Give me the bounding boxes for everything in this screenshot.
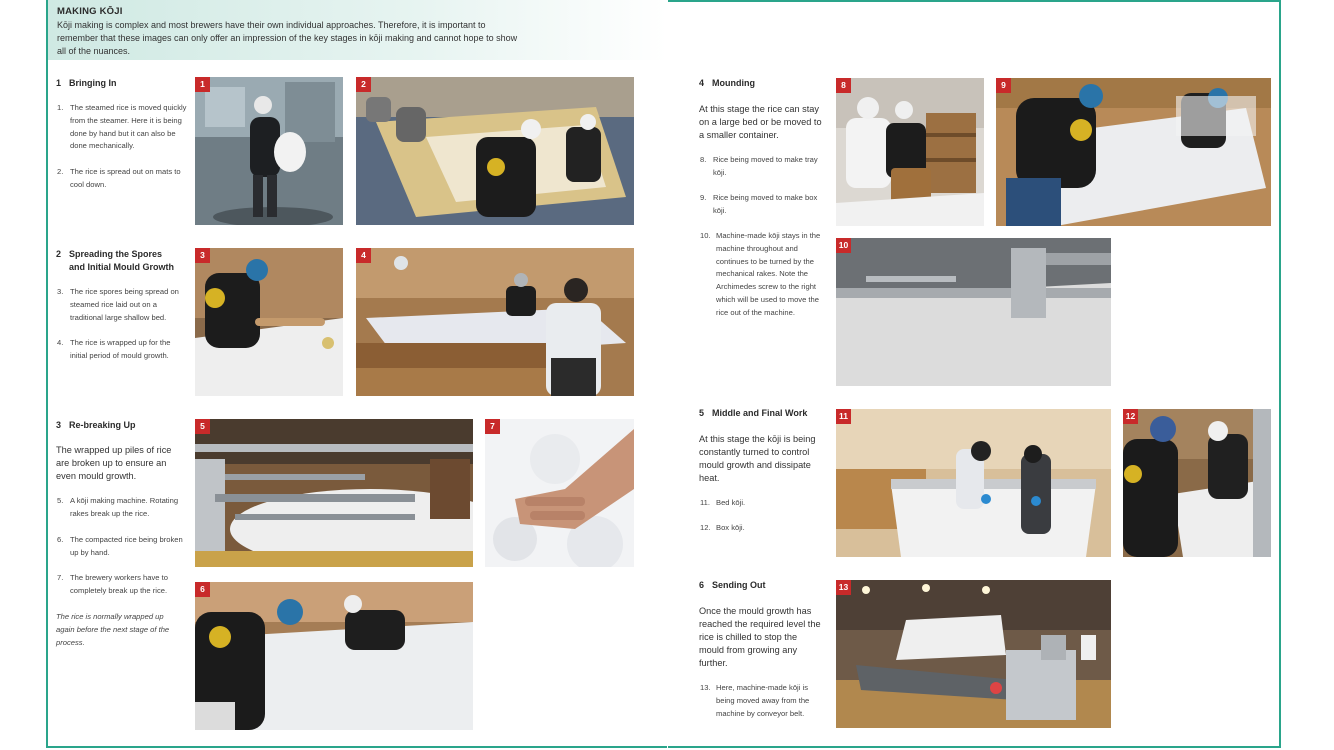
section-3-lead: The wrapped up piles of rice are broken up to ensure an even mould growth.: [56, 445, 172, 481]
section-1-title: [56, 77, 117, 90]
photo-13-image: [836, 580, 1111, 728]
item-number: 4.: [57, 338, 64, 347]
item-number: 9.: [700, 193, 707, 202]
item-text: The brewery workers have to completely break up the rice.: [70, 573, 168, 595]
item-text: Bed kōji.: [716, 498, 746, 507]
list-item: [700, 230, 826, 320]
photo-11: [836, 409, 1111, 557]
photo-4: [356, 248, 634, 396]
photo-9: [996, 78, 1271, 226]
item-text: Here, machine-made kōji is being moved away from the machine by conveyor belt.: [716, 683, 810, 718]
photo-number-badge: 4: [356, 248, 371, 263]
item-text: The rice is spread out on mats to cool down.: [70, 167, 181, 189]
section-number: 4: [699, 78, 705, 88]
photo-8-image: [836, 78, 984, 226]
photo-9-image: [996, 78, 1271, 226]
section-title-text: Sending Out: [712, 580, 766, 590]
item-number: 13.: [700, 683, 711, 692]
right-page: [668, 0, 1281, 748]
item-number: 8.: [700, 155, 707, 164]
photo-7: [485, 419, 634, 567]
section-title-text: Mounding: [712, 78, 755, 88]
list-item: [700, 154, 822, 180]
photo-number-badge: 3: [195, 248, 210, 263]
section-number: 1: [56, 78, 62, 88]
list-item: [700, 522, 822, 535]
photo-2: [356, 77, 634, 225]
section-number: 3: [56, 420, 62, 430]
section-5-title: [699, 407, 807, 420]
section-title-text: Spreading the Spores: [69, 249, 163, 259]
section-title-text: Bringing In: [69, 78, 117, 88]
photo-number-badge: 2: [356, 77, 371, 92]
section-6-title: [699, 579, 766, 592]
photo-1: [195, 77, 343, 225]
list-item: [57, 286, 189, 324]
photo-6: [195, 582, 473, 730]
photo-number-badge: 11: [836, 409, 851, 424]
list-item: [57, 166, 189, 192]
photo-6-image: [195, 582, 473, 730]
left-page: [46, 0, 667, 748]
photo-number-badge: 12: [1123, 409, 1138, 424]
item-text: Machine-made kōji stays in the machine throughout and continues to be turned by the mechanical rakes. Note the Archimedes screw to the right which will be used to move the rice out of the machine.: [716, 231, 821, 317]
item-text: Rice being moved to make box kōji.: [713, 193, 818, 215]
photo-number-badge: 13: [836, 580, 851, 595]
intro-box: [48, 0, 667, 60]
list-item: [57, 534, 190, 560]
item-number: 5.: [57, 496, 64, 505]
photo-10-image: [836, 238, 1111, 386]
list-item: [700, 192, 822, 218]
section-title-text: and Initial Mould Growth: [69, 262, 174, 272]
photo-number-badge: 10: [836, 238, 851, 253]
section-number: 6: [699, 580, 705, 590]
list-item: [57, 102, 189, 153]
item-text: A kōji making machine. Rotating rakes break up the rice.: [70, 496, 179, 518]
photo-number-badge: 9: [996, 78, 1011, 93]
item-number: 10.: [700, 231, 711, 240]
intro-title: MAKING KŌJI: [57, 6, 123, 17]
section-2-title: [56, 248, 174, 274]
photo-4-image: [356, 248, 634, 396]
list-item: [57, 495, 190, 521]
item-number: 2.: [57, 167, 64, 176]
section-title-text: Middle and Final Work: [712, 408, 808, 418]
photo-1-image: [195, 77, 343, 225]
section-5-lead: At this stage the kōji is being constantly turned to control mould growth and dissipate heat.: [699, 434, 816, 483]
photo-number-badge: 8: [836, 78, 851, 93]
photo-12: [1123, 409, 1271, 557]
item-number: 7.: [57, 573, 64, 582]
photo-2-image: [356, 77, 634, 225]
item-text: Rice being moved to make tray kōji.: [713, 155, 818, 177]
section-title-text: Re-breaking Up: [69, 420, 136, 430]
section-4-title: [699, 77, 755, 90]
item-number: 11.: [700, 498, 710, 507]
photo-8: [836, 78, 984, 226]
photo-13: [836, 580, 1111, 728]
photo-12-image: [1123, 409, 1271, 557]
item-text: The rice is wrapped up for the initial period of mould growth.: [70, 338, 171, 360]
item-number: 3.: [57, 287, 64, 296]
photo-10: [836, 238, 1111, 386]
photo-number-badge: 7: [485, 419, 500, 434]
photo-5: [195, 419, 473, 567]
section-number: 5: [699, 408, 705, 418]
section-6-lead: Once the mould growth has reached the required level the rice is chilled to stop the mould from growing any further.: [699, 606, 821, 668]
section-3-title: [56, 419, 136, 432]
list-item: [700, 497, 822, 510]
section-3-note: The rice is normally wrapped up again before the next stage of the process.: [56, 612, 170, 647]
item-text: The compacted rice being broken up by hand.: [70, 535, 183, 557]
photo-11-image: [836, 409, 1111, 557]
photo-number-badge: 1: [195, 77, 210, 92]
list-item: [57, 572, 190, 598]
photo-number-badge: 5: [195, 419, 210, 434]
item-number: 1.: [57, 103, 64, 112]
section-4-lead: At this stage the rice can stay on a large bed or be moved to a smaller container.: [699, 104, 822, 140]
item-number: 6.: [57, 535, 64, 544]
photo-number-badge: 6: [195, 582, 210, 597]
photo-3-image: [195, 248, 343, 396]
item-text: Box kōji.: [716, 523, 745, 532]
photo-7-image: [485, 419, 634, 567]
item-text: The steamed rice is moved quickly from the steamer. Here it is being done by hand but it can also be done mechanically.: [70, 103, 187, 151]
list-item: [700, 682, 828, 720]
list-item: [57, 337, 189, 363]
section-number: 2: [56, 249, 62, 259]
item-number: 12.: [700, 523, 711, 532]
photo-3: [195, 248, 343, 396]
photo-5-image: [195, 419, 473, 567]
item-text: The rice spores being spread on steamed rice laid out on a traditional large shallow bed.: [70, 287, 179, 322]
intro-text: Kōji making is complex and most brewers have their own individual approaches. Therefore, it is important to remember that these images can only offer an impression of the key stages in kōji making and cannot hope to show all of the nuances.: [57, 20, 518, 56]
